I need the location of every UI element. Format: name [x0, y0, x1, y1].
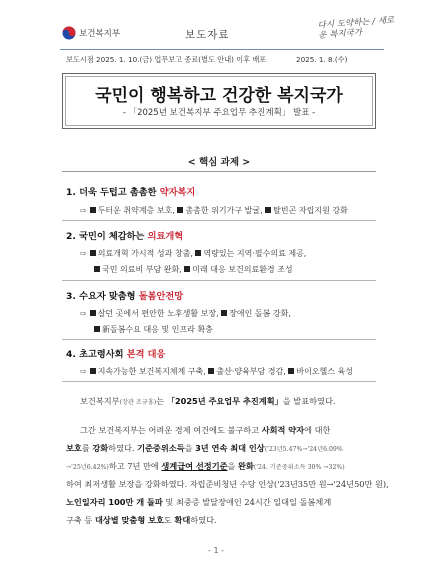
task-detail-line: ⇨ 두터운 취약계층 보호, 촘촘한 위기가구 발굴, 탈빈곤 자립지원 강화 [80, 206, 348, 215]
task-title-text: 더욱 두텁고 촘촘한 [79, 187, 157, 198]
bullet-icon [288, 368, 294, 374]
task-highlight: 약자복지 [159, 187, 196, 198]
task-divider [62, 339, 376, 340]
body-paragraph-2-line: 노인일자리 100만 개 돌파 및 최중증 발달장애인 24시간 일대일 돌봄체계 [66, 497, 332, 507]
task-divider [62, 381, 376, 382]
task-title-text: 초고령사회 [79, 349, 124, 360]
task-title-3 [66, 288, 183, 302]
body-paragraph-1: 보건복지부(장관 조규홍)는 「2025년 주요업무 추진계획」을 발표하였다. [80, 396, 336, 406]
distribution-date: 2025. 1. 8.(수) [296, 55, 348, 64]
bullet-icon [94, 266, 100, 272]
bullet-icon [221, 310, 227, 316]
bullet-icon [90, 250, 96, 256]
embargo-info: 보도시점 2025. 1. 10.(금) 업무보고 종료(별도 안내) 이후 배포 [66, 55, 267, 64]
taegeuk-logo-icon [62, 26, 76, 40]
bullet-icon [94, 326, 100, 332]
task-highlight: 돌봄안전망 [138, 291, 184, 302]
task-title-2 [66, 228, 183, 242]
task-detail-line: 국민 의료비 부담 완화, 미래 대응 보건의료환경 조성 [94, 264, 293, 275]
arrow-icon: ⇨ [80, 309, 87, 318]
task-num: 3. [66, 291, 76, 302]
bullet-icon [90, 368, 96, 374]
task-divider [62, 280, 376, 281]
body-paragraph-2-line: 하여 최저생활 보장을 강화하였다. 자립준비청년 수당 인상('23년35만 원→'24년50만 원), [66, 479, 389, 489]
section-divider [62, 171, 376, 172]
page-subtitle: - 「2025년 보건복지부 주요업무 추진계획」 발표 - [122, 108, 316, 118]
task-divider [62, 220, 376, 221]
bullet-icon [184, 266, 190, 272]
ministry-logo [62, 26, 122, 42]
task-detail-line: 新돌봄수요 대응 및 인프라 확충 [94, 324, 213, 335]
arrow-icon: ⇨ [80, 367, 87, 376]
bullet-icon [90, 207, 96, 213]
header-divider [60, 49, 384, 50]
bullet-icon [208, 368, 214, 374]
task-highlight: 본격 대응 [126, 349, 166, 360]
task-num: 1. [66, 187, 76, 198]
task-detail-line: ⇨ 살던 곳에서 편안한 노후생활 보장, 장애인 돌봄 강화, [80, 309, 291, 318]
task-title-1 [66, 184, 195, 198]
arrow-icon: ⇨ [80, 206, 87, 215]
task-title-text: 수요자 맞춤형 [79, 291, 136, 302]
bullet-icon [265, 207, 271, 213]
doc-type: 보도자료 [185, 29, 230, 41]
bullet-icon [90, 310, 96, 316]
page-title: 국민이 행복하고 건강한 복지국가 [95, 86, 343, 106]
task-highlight: 의료개혁 [147, 231, 184, 242]
bullet-icon [195, 250, 201, 256]
body-paragraph-2-line: 보호를 강화하였다. 기준중위소득을 3년 연속 최대 인상('23년5.47%→'24년6.09% [66, 443, 343, 453]
bullet-icon [177, 207, 183, 213]
body-paragraph-2-line: 구축 등 대상별 맞춤형 보호도 확대하였다. [66, 515, 217, 525]
task-detail-line: ⇨ 지속가능한 보건복지체계 구축, 출산·양육부담 경감, 바이오헬스 육성 [80, 367, 353, 376]
task-num: 4. [66, 349, 76, 360]
ministry-name: 보건복지부 [79, 29, 121, 39]
arrow-icon: ⇨ [80, 249, 87, 258]
page-number: - 1 - [208, 546, 224, 555]
section-heading: < 핵심 과제 > [187, 157, 251, 168]
task-num: 2. [66, 231, 76, 242]
task-title-4 [66, 346, 165, 360]
slogan: 다시 도약하는 / 새로운 복지국가 [317, 15, 395, 41]
body-paragraph-2-line: →'25년6.42%)하고 7년 만에 생계급여 선정기준을 완화('24. 기준중위소득 30% →32%) [66, 461, 345, 471]
task-detail-line: ⇨ 의료개혁 가시적 성과 창출, 역량있는 지역·필수의료 제공, [80, 249, 307, 258]
task-title-text: 국민이 체감하는 [79, 231, 145, 242]
body-paragraph-2-line: 그간 보건복지부는 어려운 경제 여건에도 불구하고 사회적 약자에 대한 [80, 425, 331, 435]
